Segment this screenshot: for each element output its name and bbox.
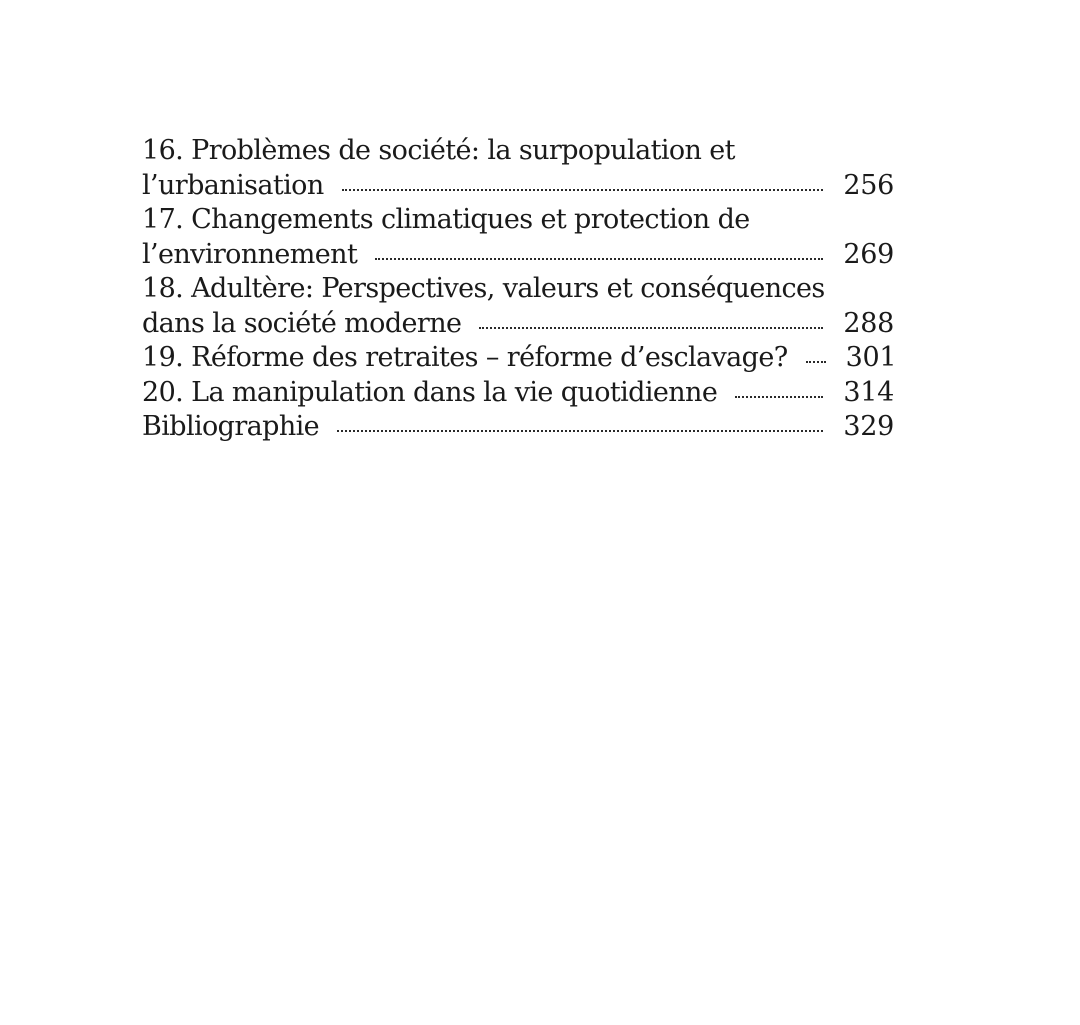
dot-leader [806, 361, 826, 363]
toc-entry-title: Bibliographie [142, 411, 320, 442]
toc-entry-title-line [142, 203, 894, 238]
toc-entry-line [142, 410, 894, 445]
toc-entry-title: 18. Adultère: Perspectives, valeurs et conséquences [142, 273, 825, 304]
toc-entry-line [142, 238, 894, 273]
toc-entry-title-continued: l’environnement [142, 238, 358, 270]
toc-entry-title: 16. Problèmes de société: la surpopulation et [142, 135, 735, 166]
toc-entry-title-continued: dans la société moderne [142, 307, 462, 339]
toc-entry-20 [142, 376, 894, 411]
dot-leader [735, 396, 823, 398]
dot-leader [342, 189, 824, 191]
toc-entry-title: 17. Changements climatiques et protection de [142, 204, 750, 235]
toc-entry-title: 19. Réforme des retraites – réforme d’esclavage? [142, 342, 788, 373]
table-of-contents [142, 134, 897, 445]
toc-page-number: 269 [843, 238, 894, 270]
toc-entry-19 [142, 341, 897, 376]
toc-entry-title: 20. La manipulation dans la vie quotidienne [142, 376, 718, 408]
toc-page-number: 301 [845, 342, 897, 373]
toc-entry-line [142, 376, 894, 411]
dot-leader [375, 258, 823, 260]
toc-entry-bibliographie [142, 410, 894, 445]
toc-entry-title-line [142, 134, 894, 169]
toc-entry-18 [142, 272, 894, 341]
toc-page-number: 329 [843, 411, 894, 442]
toc-entry-line [142, 169, 894, 204]
toc-entry-title-continued: l’urbanisation [142, 169, 324, 201]
toc-entry-17 [142, 203, 894, 272]
toc-entry-16 [142, 134, 894, 203]
dot-leader [479, 327, 823, 329]
toc-page-number: 288 [843, 307, 894, 339]
toc-entry-title-line [142, 272, 894, 307]
dot-leader [337, 430, 823, 432]
toc-page-number: 256 [843, 169, 894, 201]
toc-entry-line [142, 307, 894, 342]
toc-entry-line [142, 341, 897, 376]
toc-page-number: 314 [843, 376, 894, 408]
